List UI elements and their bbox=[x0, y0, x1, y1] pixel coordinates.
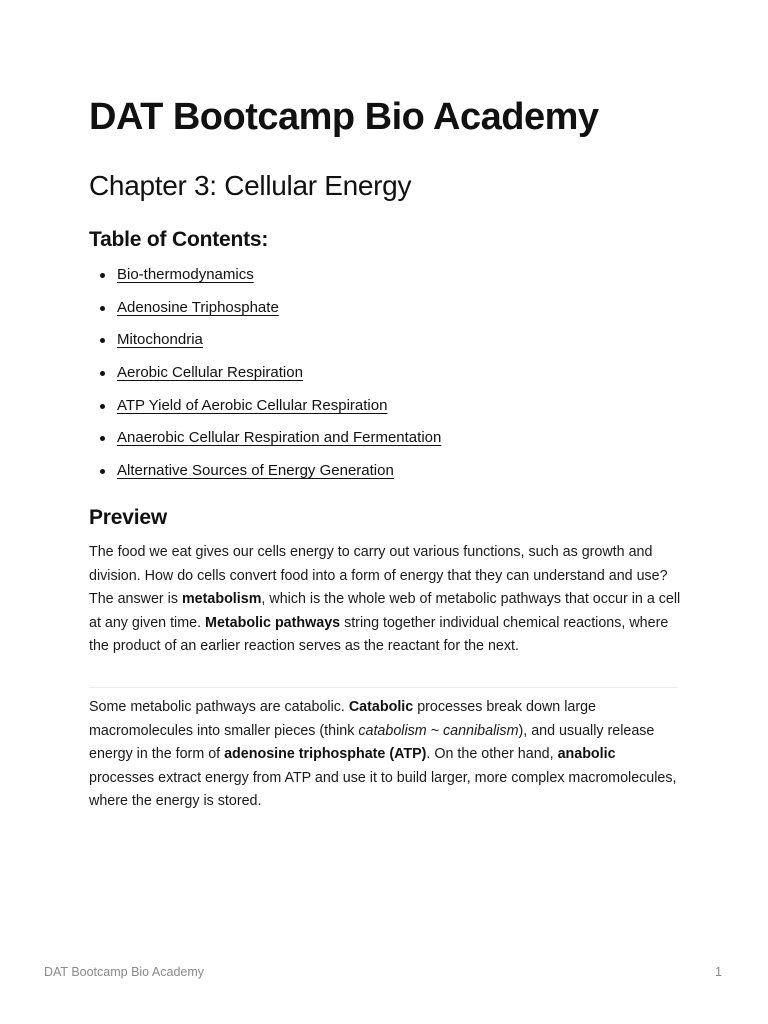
text-run: processes break down large macromolecules into smaller pieces (think bbox=[89, 699, 596, 739]
toc-link-anaerobic-respiration-fermentation[interactable]: Anaerobic Cellular Respiration and Fermentation bbox=[117, 429, 442, 447]
text-run: , which is the whole web of metabolic pathways that occur in a cell at any given time. bbox=[89, 591, 681, 631]
toc-item bbox=[89, 295, 441, 328]
footer-title: DAT Bootcamp Bio Academy bbox=[44, 965, 205, 979]
text-run: The food we eat gives our cells energy to carry out various functions, such as growth and division. How do cells convert food into a form of energy that they can understand and use? The answer is bbox=[89, 544, 668, 607]
bullet-icon bbox=[100, 469, 105, 474]
chapter-title: Chapter 3: Cellular Energy bbox=[89, 170, 412, 201]
term-atp: adenosine triphosphate (ATP) bbox=[224, 746, 427, 762]
preview-paragraph-2 bbox=[89, 696, 681, 814]
bullet-icon bbox=[100, 338, 105, 343]
toc-item bbox=[89, 327, 441, 360]
italic-mnemonic: catabolism ~ cannibalism bbox=[358, 722, 519, 739]
toc-link-aerobic-cellular-respiration[interactable]: Aerobic Cellular Respiration bbox=[117, 364, 303, 382]
bullet-icon bbox=[100, 404, 105, 409]
text-run: ), and usually release energy in the form of bbox=[89, 722, 655, 762]
preview-paragraph-1 bbox=[89, 541, 681, 659]
toc-item bbox=[89, 262, 441, 295]
text-run: Some metabolic pathways are catabolic. bbox=[89, 699, 349, 715]
bullet-icon bbox=[100, 306, 105, 311]
toc-item bbox=[89, 425, 441, 458]
toc-link-mitochondria[interactable]: Mitochondria bbox=[117, 331, 203, 349]
toc-heading: Table of Contents: bbox=[89, 228, 269, 251]
page-title: DAT Bootcamp Bio Academy bbox=[89, 96, 599, 138]
toc-link-bio-thermodynamics[interactable]: Bio-thermodynamics bbox=[117, 266, 254, 283]
bullet-icon bbox=[100, 273, 105, 278]
divider bbox=[89, 687, 678, 688]
term-metabolic-pathways: Metabolic pathways bbox=[205, 614, 341, 631]
toc-item bbox=[89, 393, 441, 426]
bullet-icon bbox=[100, 436, 105, 441]
term-metabolism: metabolism bbox=[181, 591, 262, 607]
table-of-contents bbox=[89, 262, 441, 491]
page-number: 1 bbox=[715, 965, 722, 979]
toc-item bbox=[89, 458, 441, 491]
toc-link-atp-yield[interactable]: ATP Yield of Aerobic Cellular Respiration bbox=[117, 396, 388, 414]
preview-heading: Preview bbox=[89, 506, 167, 529]
text-run: processes extract energy from ATP and use it to build larger, more complex macromolecules, where the energy is stored. bbox=[89, 769, 677, 809]
toc-link-adenosine-triphosphate[interactable]: Adenosine Triphosphate bbox=[117, 298, 279, 316]
toc-item bbox=[89, 360, 441, 393]
toc-link-alternative-energy-sources[interactable]: Alternative Sources of Energy Generation bbox=[117, 462, 394, 480]
text-run: . On the other hand, bbox=[426, 746, 558, 762]
bullet-icon bbox=[100, 371, 105, 376]
term-anabolic: anabolic bbox=[557, 746, 616, 762]
term-catabolic: Catabolic bbox=[348, 699, 414, 715]
text-run: string together individual chemical reactions, where the product of an earlier reaction serves as the reactant for the next. bbox=[89, 614, 669, 654]
